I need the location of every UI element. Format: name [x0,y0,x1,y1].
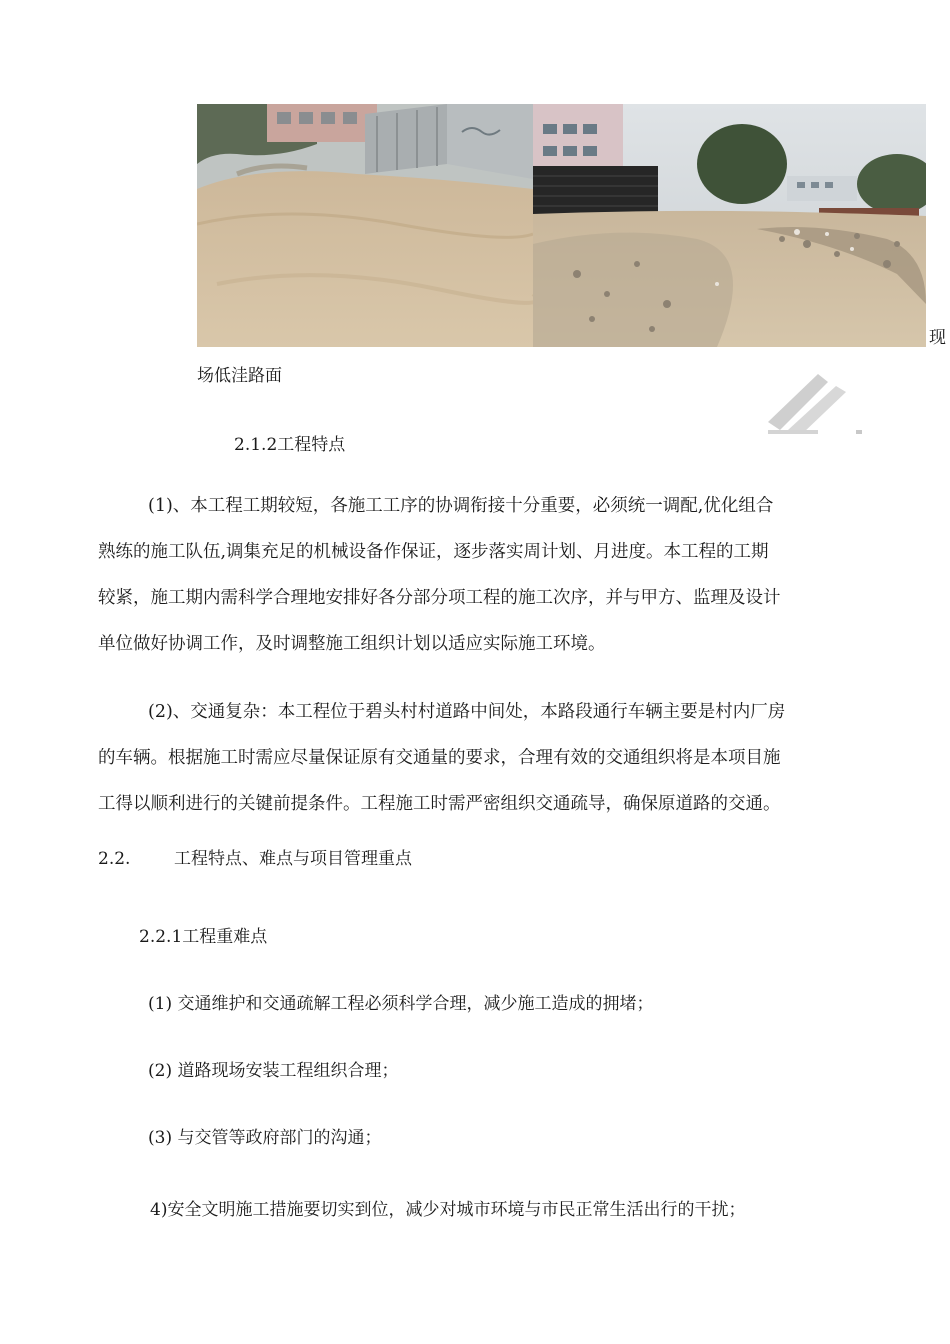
figure-caption-start: 场低洼路面 [197,366,282,386]
section-title-2-2: 工程特点、难点与项目管理重点 [174,849,412,869]
paragraph-1-line-1: (1)、本工程工期较短，各施工工序的协调衔接十分重要，必须统一调配,优化组合 [148,496,774,516]
list-item: 4)安全文明施工措施要切实到位，减少对城市环境与市民正常生活出行的干扰； [150,1200,746,1220]
section-heading-2-1-2: 2.1.2工程特点 [234,435,346,455]
section-heading-2-2-1: 2.2.1工程重难点 [139,927,268,947]
paragraph-2-line-2: 的车辆。根据施工时需应尽量保证原有交通量的要求，合理有效的交通组织将是本项目施 [98,748,781,768]
paragraph-1-line-3: 较紧，施工期内需科学合理地安排好各分部分项工程的施工次序，并与甲方、监理及设计 [98,588,781,608]
figure-caption-end: 现 [929,328,946,348]
section-number-2-2: 2.2. [98,849,131,869]
list-item: (1) 交通维护和交通疏解工程必须科学合理，减少施工造成的拥堵； [148,994,654,1014]
watermark-mark [768,372,868,434]
list-item: (2) 道路现场安装工程组织合理； [148,1061,399,1081]
paragraph-2-line-3: 工得以顺利进行的关键前提条件。工程施工时需严密组织交通疏导，确保原道路的交通。 [98,794,781,814]
paragraph-1-line-2: 熟练的施工队伍,调集充足的机械设备作保证，逐步落实周计划、月进度。本工程的工期 [98,542,769,562]
list-item: (3) 与交管等政府部门的沟通； [148,1128,382,1148]
paragraph-2-line-1: (2)、交通复杂：本工程位于碧头村村道路中间处，本路段通行车辆主要是村内厂房 [148,702,786,722]
paragraph-1-line-4: 单位做好协调工作，及时调整施工组织计划以适应实际施工环境。 [98,634,606,654]
site-photo [197,104,926,347]
